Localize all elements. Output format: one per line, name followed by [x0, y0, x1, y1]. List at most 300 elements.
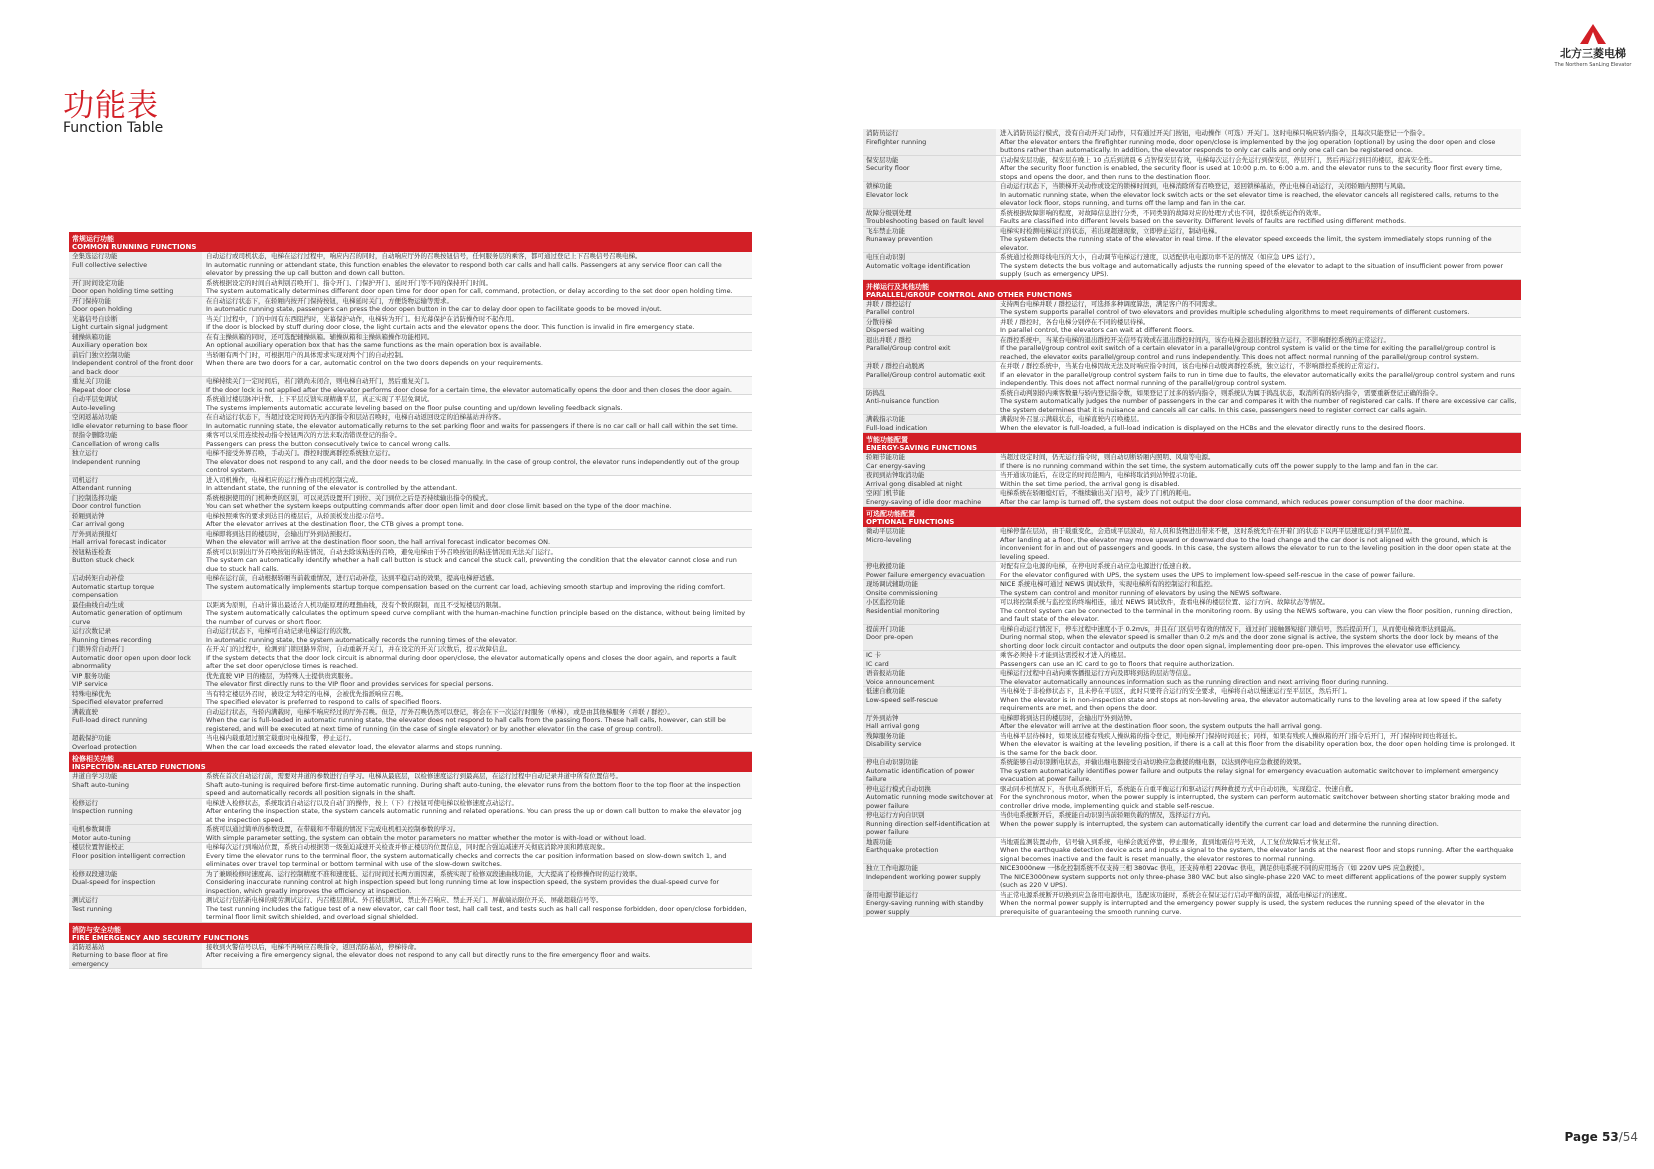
function-name-en: Residential monitoring — [866, 606, 940, 615]
function-desc-en: When there are two doors for a car, automatic control on the two doors depends on your requirements. — [206, 359, 543, 367]
function-desc-en: The system supports parallel control of two elevators and provides multiple scheduling algorithms to meet requirements of different customers. — [1000, 308, 1470, 316]
function-name — [69, 843, 202, 869]
function-name-en: Automatic identification of power failure — [866, 766, 975, 783]
function-name-cn: 防捣乱 — [866, 388, 886, 397]
function-desc-cn: NICE 系统电梯可通过 NEWS 调试软件，实现电梯所有的控制运行和监控。 — [1000, 580, 1217, 588]
function-name-en: Overload protection — [72, 742, 137, 751]
function-name-cn: 超载保护功能 — [72, 734, 111, 742]
function-name-cn: 停电救援功能 — [866, 562, 905, 570]
function-description — [202, 494, 752, 511]
function-name-en: VIP service — [72, 680, 108, 688]
function-name-en: Voice announcement — [866, 677, 935, 686]
function-name-en: Floor position intelligent correction — [72, 851, 186, 860]
function-description — [202, 548, 752, 574]
function-desc-en: Considering inaccurate running control at high inspection speed but long running time at low inspection speed, the system provides the dual-speed curve for inspection, which greatly improves the efficiency at inspection. — [206, 878, 720, 895]
function-name-cn: 小区监控功能 — [866, 598, 905, 606]
function-name-en: Troubleshooting based on fault level — [866, 217, 984, 225]
function-name — [69, 734, 202, 751]
function-name-cn: 按钮粘连检查 — [72, 547, 111, 556]
function-name-en: Light curtain signal judgment — [72, 323, 168, 331]
section-rows — [69, 772, 752, 923]
function-row — [863, 714, 1521, 732]
function-name-en: Test running — [72, 904, 112, 913]
function-desc-en: The system can automatically identify whether a hall call button is stuck and cancel the stuck call, preventing the condition that the elevator cannot close and run due to stuck hall calls. — [206, 556, 737, 573]
function-name-en: Hall arrival gong — [866, 722, 920, 730]
function-description — [202, 943, 752, 969]
function-name-cn: VIP 服务功能 — [72, 671, 111, 680]
function-desc-cn: 电梯按照乘客的要求到达目的楼层后，从轿顶板发出提示信号。 — [206, 511, 388, 520]
function-row — [69, 494, 752, 512]
function-desc-en: When the elevator is waiting at the leveling position, if there is a call at this floor from the disability operation box, the door open holding time is prolonged. It is the same for the back door. — [1000, 740, 1516, 757]
function-row — [863, 811, 1521, 838]
function-row — [69, 413, 752, 431]
function-desc-cn: 进入司机操作，电梯相应的运行操作由司机控制完成。 — [206, 475, 362, 484]
function-desc-en: When the elevator is in non-inspection state and stops at non-leveling area, the elevator automatically runs to the leveling area at low speed if the safety requirements are met, and then opens the door. — [1000, 695, 1502, 712]
function-desc-en: In automatic running state, passengers can press the door open button in the car to delay door open to facilitate goods to be moved in/out. — [206, 305, 662, 313]
function-desc-cn: 系统自动判别轿内乘客数量与轿内登记指令数，如果登记了过多的轿内指令，则系统认为属于捣乱状态，取消所有的轿内指令，需要重新登记正确的指令。 — [1000, 388, 1442, 397]
function-name — [863, 489, 996, 506]
function-row — [69, 476, 752, 494]
function-name-en: Attendant running — [72, 484, 132, 492]
function-description — [996, 389, 1521, 415]
function-desc-cn: 当超过设定时间，仍无运行指令时，则自动切断轿厢内照明、风扇等电源。 — [1000, 453, 1215, 461]
function-desc-en: The system automatically identifies power failure and outputs the relay signal for emergency evacuation automatic switchover to implement emergency evacuation at power failure. — [1000, 766, 1499, 783]
function-name-cn: 退出并联 / 群控 — [866, 335, 912, 344]
function-desc-en: If the door lock is not applied after the elevator performs door close for a certain time, the elevator automatically opens the door and then closes the door again. — [206, 385, 732, 394]
function-row — [863, 758, 1521, 785]
function-name — [863, 732, 996, 758]
function-row — [69, 449, 752, 476]
function-row — [863, 415, 1521, 433]
function-desc-cn: 对配有应急电源的电梯，在停电时系统自动应急电源进行低速自救。 — [1000, 562, 1195, 570]
section-rows — [69, 252, 752, 752]
function-name — [69, 315, 202, 332]
function-description — [202, 645, 752, 671]
brand-name-en: The Northern SanLing Elevator — [1554, 62, 1632, 68]
function-desc-en: The elevator does not respond to any call, and the door needs to be closed manually. In the case of group control, the elevator runs independently out of the group control system. — [206, 457, 740, 474]
function-desc-cn: 乘客可以采用连续按动指令按钮两次的方法来取消错误登记的指令。 — [206, 431, 401, 439]
section-rows — [863, 300, 1521, 434]
function-name — [69, 476, 202, 493]
function-desc-cn: 电梯即将到达目的楼层时，会输出厅外到站预报灯。 — [206, 529, 356, 538]
function-desc-en: Every time the elevator runs to the terminal floor, the system automatically checks and corrects the car position information based on slow-down switch 1, and eliminates over travel top terminal or bottom terminal with use of the slow-down switches. — [206, 851, 727, 868]
function-row — [863, 318, 1521, 336]
function-name-cn: 最佳曲线自动生成 — [72, 600, 124, 609]
function-desc-cn: 满载时外召显示满载状态，电梯直驶内召唤楼层。 — [1000, 415, 1143, 423]
function-desc-cn: 当电梯处于非检修状态下，且未停在平层区，此时只要符合运行的安全要求，电梯将自动以慢速运行至平层区，然后开门。 — [1000, 687, 1351, 695]
function-name-en: Auxiliary operation box — [72, 341, 148, 349]
function-name — [863, 562, 996, 579]
function-name-en: Door control function — [72, 502, 141, 510]
function-desc-cn: 电梯停靠在层站，由于载重变化，会造成平层波动，给人员和货物进出带来不便，这时系统允许在开着门的状态下以再平层速度运行到平层位置。 — [1000, 527, 1416, 535]
section-header — [863, 435, 1521, 453]
function-name-en: Dispersed waiting — [866, 326, 925, 334]
function-name — [863, 758, 996, 784]
section-title-cn: 检修相关功能 — [72, 755, 114, 763]
page-title-en: Function Table — [63, 120, 164, 136]
function-row — [69, 799, 752, 826]
function-desc-cn: 当有特定楼层外召时，被设定为特定的电梯，会被优先指派响应召唤。 — [206, 689, 408, 698]
function-row — [863, 489, 1521, 507]
section-header — [69, 925, 752, 943]
function-description — [202, 530, 752, 547]
function-description — [202, 601, 752, 627]
function-name-en: Low-speed self-rescue — [866, 695, 938, 704]
function-desc-cn: 系统可以识别出厅外召唤按钮的粘连情况，自动去除该粘连的召唤，避免电梯由于外召唤按钮的粘连情况而无法关门运行。 — [206, 547, 557, 556]
function-desc-cn: 当电梯平层待梯时，如果该层楼有残疾人操纵箱的指令登记，则电梯开门保持时间延长；同样，如果有残疾人操纵箱的开门指令后开门，开门保持时间也将延长。 — [1000, 731, 1462, 740]
function-description — [996, 758, 1521, 784]
function-desc-en: The system automatically judges the number of passengers in the car and compares it with the number of registered car calls. If there are excessive car calls, the system determines that it is nuisance and cancels all car calls. In this case, passengers need to register correct car calls again. — [1000, 397, 1517, 414]
function-name — [69, 601, 202, 627]
function-desc-cn: 电梯系统在轿厢熄灯后，不继续输出关门信号，减少了门机的耗电。 — [1000, 489, 1195, 497]
function-desc-en: The systems implements automatic accurate leveling based on the floor pulse counting and up/down leveling feedback signals. — [206, 403, 623, 412]
function-name-cn: 消防返基站 — [72, 942, 105, 951]
function-desc-en: If an elevator in the parallel/group control system fails to run in time due to faults, the elevator automatically exits the parallel/group control system and runs independently. This does not affect normal running of the parallel/group control system. — [1000, 370, 1515, 387]
function-section — [863, 507, 1521, 917]
left-function-column — [69, 232, 752, 969]
brand-name-cn: 北方三菱电梯 — [1560, 47, 1626, 60]
function-description — [996, 651, 1521, 668]
function-row — [69, 351, 752, 378]
function-name-en: Independent running — [72, 457, 141, 466]
function-name — [69, 494, 202, 511]
function-desc-cn: 系统根据故障影响的程度，对故障信息进行分类，不同类别的故障对应的处理方式也不同，提供系统运作的效率。 — [1000, 208, 1325, 217]
function-desc-cn: 并联 / 群控时，各台电梯分别停在不同的楼层待梯。 — [1000, 317, 1150, 326]
function-description — [202, 413, 752, 430]
function-row — [863, 687, 1521, 714]
function-name — [69, 413, 202, 430]
function-name — [69, 351, 202, 377]
function-desc-cn: 自动运行状态，当轿内满载时，电梯不响应经过的厅外召唤。但是，厅外召唤仍然可以登记，将会在下一次运行时服务（单梯），或是由其他梯服务（并联 / 群控）。 — [206, 707, 674, 716]
section-title-en: ENERGY-SAVING FUNCTIONS — [866, 444, 978, 452]
function-section — [863, 433, 1521, 507]
function-section — [69, 752, 752, 923]
function-description — [202, 476, 752, 493]
function-desc-cn: 系统通过楼层脉冲计数、上下平层反馈实现精确平层，真正实现了平层免调试。 — [206, 395, 434, 403]
function-description — [202, 896, 752, 922]
function-name-cn: 满载指示功能 — [866, 415, 905, 423]
function-name — [863, 156, 996, 182]
function-name — [863, 714, 996, 731]
function-name-cn: 前后门独立控制功能 — [72, 350, 131, 359]
function-name — [69, 690, 202, 707]
function-desc-en: When the earthquake detection device acts and inputs a signal to the system, the elevator lands at the nearest floor and stops running. After the earthquake signal becomes inactive and the fault is reset manually, the elevator restores to normal running. — [1000, 846, 1514, 863]
mountain-logo-icon — [1580, 24, 1606, 44]
function-name-cn: 低速自救功能 — [866, 687, 905, 695]
function-name-cn: 井道自学习功能 — [72, 772, 118, 780]
function-row — [863, 732, 1521, 759]
function-row — [69, 333, 752, 351]
function-name — [863, 318, 996, 335]
function-row — [69, 431, 752, 449]
function-desc-cn: 当电梯内载重超过额定载重时电梯报警，停止运行。 — [206, 734, 356, 742]
function-desc-en: The elevator automatically announces information such as the running direction and next arriving floor during running. — [1000, 677, 1389, 686]
function-name-cn: 厅外到站预报灯 — [72, 529, 118, 538]
function-description — [202, 708, 752, 734]
function-row — [69, 395, 752, 413]
function-section — [863, 280, 1521, 434]
function-name-en: Car arrival gong — [72, 520, 125, 528]
function-name-en: IC card — [866, 659, 889, 668]
function-name — [69, 252, 202, 278]
function-row — [69, 672, 752, 690]
function-name-cn: 并联 / 群控运行 — [866, 299, 912, 308]
function-row — [863, 156, 1521, 183]
function-name-cn: 微动平层功能 — [866, 527, 905, 535]
function-desc-en: When the elevator is full-loaded, a full-load indication is displayed on the HCBs and the elevator directly runs to the desired floors. — [1000, 423, 1426, 432]
function-name — [69, 530, 202, 547]
function-name-en: Door open holding time setting — [72, 287, 174, 295]
function-desc-cn: 当正常电源系统断开切换到应急备用电源供电，选配该功能时，系统会在保证运行启动平衡的前提，减低电梯运行的速度。 — [1000, 890, 1351, 899]
function-name-en: Running direction self-identification at power failure — [866, 819, 990, 836]
function-row — [69, 772, 752, 799]
function-row — [863, 527, 1521, 562]
function-name-en: Parallel/Group control automatic exit — [866, 370, 986, 379]
function-row — [69, 530, 752, 548]
function-name-en: Automatic voltage identification — [866, 261, 971, 270]
function-row — [863, 625, 1521, 652]
section-title-cn: 并梯运行及其他功能 — [866, 282, 929, 291]
function-name-cn: 光幕信号自诊断 — [72, 314, 118, 323]
function-desc-cn: 当地震监测装置动作，信号输入到系统，电梯会就近停靠，停止服务，直到地震信号无效，人工复位故障后才恢复正常。 — [1000, 837, 1345, 846]
function-desc-en: When the normal power supply is interrupted and the emergency power supply is used, the system reduces the running speed of the elevator in the prerequisite of guaranteeing the smooth running curve. — [1000, 899, 1485, 916]
function-name-en: Power failure emergency evacuation — [866, 570, 985, 579]
function-desc-en: You can set whether the system keeps outputting commands after door open limit and door close limit based on the type of the door machine. — [206, 502, 672, 510]
function-name — [863, 453, 996, 470]
function-name-en: Parallel control — [866, 308, 915, 316]
function-name — [863, 580, 996, 597]
function-name-cn: 满载直驶 — [72, 707, 98, 716]
function-desc-en: Within the set time period, the arrival gong is disabled. — [1000, 479, 1180, 488]
function-name — [863, 625, 996, 651]
function-desc-cn: 在有主操纵箱的同时，还可选配辅操纵箱。辅操纵箱和主操纵箱操作功能相同。 — [206, 332, 434, 341]
function-name — [863, 336, 996, 362]
function-name-cn: 提前开门功能 — [866, 624, 905, 633]
function-description — [996, 336, 1521, 362]
function-name-en: Motor auto-tuning — [72, 833, 131, 842]
function-name-cn: 锁梯功能 — [866, 182, 892, 190]
function-row — [863, 389, 1521, 416]
function-name-en: Runaway prevention — [866, 235, 933, 243]
function-row — [69, 843, 752, 870]
function-name-en: Parallel/Group control exit — [866, 344, 951, 352]
function-name-en: Automatic startup torque compensation — [72, 582, 155, 599]
function-description — [202, 734, 752, 751]
function-desc-en: In automatic running or attendant state, this function enables the elevator to respond both car calls and hall calls. Passengers at any service floor can call the elevator by pressing the up call button and down call button. — [206, 260, 722, 277]
function-name-cn: 夜间到站钟取消功能 — [866, 471, 925, 479]
function-desc-cn: 系统能够自动识别断电状态，并输出继电器接受自动切换应急救援的继电器，以达到停电应急救援的效果。 — [1000, 758, 1306, 766]
function-row — [863, 580, 1521, 598]
function-desc-en: After the security floor function is enabled, the security floor is used at 10:00 p.m. to 6:00 a.m. and the elevator runs to the security floor first every time, stops and opens the door, and then runs to the destination floor. — [1000, 164, 1503, 181]
section-title-en: OPTIONAL FUNCTIONS — [866, 518, 955, 526]
function-name — [69, 645, 202, 671]
function-name — [69, 825, 202, 842]
section-title-en: FIRE EMERGENCY AND SECURITY FUNCTIONS — [72, 933, 250, 942]
function-desc-cn: 当关门过程中，门的中间有东西阻挡时，光幕保护动作，电梯转为开门。但光幕保护在消防操作时不起作用。 — [206, 314, 518, 323]
function-description — [202, 627, 752, 644]
function-name-cn: 独立运行 — [72, 449, 98, 457]
section-header — [863, 282, 1521, 300]
function-name-en: Anti-nuisance function — [866, 397, 939, 405]
function-description — [996, 580, 1521, 597]
function-name — [863, 838, 996, 864]
function-name-cn: 运行次数记录 — [72, 627, 111, 635]
function-name-cn: 门控制选择功能 — [72, 493, 118, 502]
function-desc-cn: 接收到火警信号以后，电梯不再响应召唤指令，返回消防基站，停梯待命。 — [206, 942, 421, 951]
function-desc-en: During normal stop, when the elevator speed is smaller than 0.2 m/s and the door zone signal is active, the system shorts the door lock by means of the shorting door lock circuit contactor and outputs the door open signal, implementing door pre-open. This improves the elevator use efficiency. — [1000, 633, 1499, 650]
function-desc-en: In parallel control, the elevators can wait at different floors. — [1000, 326, 1194, 334]
section-header — [69, 234, 752, 252]
function-desc-cn: 为了兼顾检修时速度高、运行控制精度不准和速度低、运行时间过长两方面因素，系统实现了检修双段速曲线功能，大大提高了检修操作时的运行效率。 — [206, 869, 642, 878]
function-name — [863, 389, 996, 415]
section-rows — [863, 129, 1521, 280]
function-desc-en: After the elevator will arrive at the destination floor soon, the system outputs the hall arrival gong. — [1000, 722, 1323, 730]
function-name — [863, 785, 996, 811]
function-description — [202, 351, 752, 377]
function-name-cn: 特殊电梯优先 — [72, 689, 111, 698]
function-name — [863, 527, 996, 561]
function-name-en: Button stuck check — [72, 556, 135, 564]
function-section — [69, 923, 752, 970]
function-name-cn: 厅外到站钟 — [866, 713, 899, 722]
function-description — [996, 785, 1521, 811]
function-description — [996, 362, 1521, 388]
function-description — [202, 333, 752, 350]
function-description — [202, 395, 752, 412]
function-name — [69, 708, 202, 734]
function-desc-en: After receiving a fire emergency signal, the elevator does not respond to any call but directly runs to the fire emergency floor and waits. — [206, 951, 651, 959]
function-desc-cn: 电梯运行过程中自动向乘客播报运行方向及即将到达的层站等信息。 — [1000, 669, 1195, 677]
function-name-en: Hall arrival forecast indicator — [72, 538, 167, 546]
function-desc-en: After the elevator enters the firefighter running mode, door open/close is implemented by the jog operation (optional) by using the door open and close buttons rather than automatically. In addition, the elevator responds to only car calls and only one call can be registered once. — [1000, 137, 1496, 154]
function-row — [863, 651, 1521, 669]
function-description — [202, 297, 752, 314]
function-row — [863, 562, 1521, 580]
function-name-cn: 空闲门机节能 — [866, 489, 905, 497]
function-name-cn: 楼层位置智能校正 — [72, 843, 124, 851]
function-name-en: Returning to base floor at fire emergency — [72, 951, 168, 968]
section-title-en: INSPECTION-RELATED FUNCTIONS — [72, 763, 206, 771]
function-row — [69, 896, 752, 923]
function-description — [996, 453, 1521, 470]
function-row — [69, 708, 752, 735]
function-description — [996, 300, 1521, 317]
function-row — [863, 253, 1521, 280]
function-row — [863, 129, 1521, 156]
page-number — [1565, 1130, 1639, 1144]
function-desc-en: When the car load exceeds the rated elevator load, the elevator alarms and stops running. — [206, 742, 503, 751]
function-desc-en: If the door is blocked by stuff during door close, the light curtain acts and the elevator opens the door. This function is invalid in fire emergency state. — [206, 323, 695, 331]
function-name-en: Full collective selective — [72, 260, 148, 269]
function-desc-en: The specified elevator is preferred to respond to calls of specified floors. — [206, 698, 442, 706]
function-name-cn: 并联 / 群控自动脱离 — [866, 362, 925, 370]
function-name-cn: 自动平层免调试 — [72, 395, 118, 403]
function-row — [863, 336, 1521, 363]
function-description — [202, 431, 752, 448]
function-name-cn: 开门保持功能 — [72, 296, 111, 305]
section-title-cn: 消防与安全功能 — [72, 925, 121, 934]
function-description — [996, 687, 1521, 713]
function-row — [69, 252, 752, 279]
function-name — [863, 300, 996, 317]
right-function-column — [863, 129, 1521, 917]
function-desc-cn: 当开通该功能后，在设定的时间范围内，电梯将取消到站钟提示功能。 — [1000, 471, 1202, 479]
function-row — [863, 471, 1521, 489]
function-description — [996, 129, 1521, 155]
function-name-en: Door pre-open — [866, 633, 914, 641]
function-desc-cn: NICE3000new 一体化控制系统不仅支持三相 380Vac 供电，还支持单相 220Vac 供电，满足供电系统不同的应用场合（如 220V UPS 应急救援）。 — [1000, 864, 1429, 872]
function-row — [69, 377, 752, 395]
function-name — [69, 799, 202, 825]
page-total: /54 — [1618, 1130, 1638, 1144]
function-name-en: Independent control of the front door and back door — [72, 359, 194, 376]
function-description — [996, 156, 1521, 182]
function-description — [202, 449, 752, 475]
function-name-cn: 现场调试辅助功能 — [866, 580, 918, 588]
function-description — [996, 227, 1521, 253]
function-desc-cn: 在自动运行状态下，在轿厢内按开门保持按钮，电梯延时关门，方便货物运输等需求。 — [206, 296, 453, 305]
function-desc-en: Faults are classified into different levels based on the severity. Different levels of faults are rectified using different methods. — [1000, 217, 1407, 225]
function-description — [996, 209, 1521, 226]
function-name-cn: 备用电源节能运行 — [866, 890, 918, 899]
function-desc-en: When the car is full-loaded in automatic running state, the elevator does not respond to hall calls from the passing floors. These hall calls, however, can still be registered, and will be executed at next time of running (in the case of single elevator) or by another elevator (in the case of group control). — [206, 716, 726, 733]
function-name-en: Door open holding — [72, 305, 133, 313]
function-name — [69, 333, 202, 350]
function-desc-en: In automatic running state, when the elevator lock switch acts or the set elevator time is reached, the elevator cancels all registered calls, returns to the elevator lock floor, stops running, and turns off the lamp and fan in the car. — [1000, 190, 1499, 207]
function-description — [202, 279, 752, 296]
function-row — [863, 300, 1521, 318]
function-name-en: Shaft auto-tuning — [72, 780, 129, 789]
function-name — [69, 279, 202, 296]
function-desc-en: The system automatically implements startup torque compensation based on the current car load, achieving smooth startup and improving the riding comfort. — [206, 582, 726, 591]
function-name-cn: 保安层功能 — [866, 155, 899, 164]
function-desc-en: The NICE3000new system supports not only three-phase 380 VAC but also single-phase 220 VAC to meet different applications of the power supply system (such as 220 V UPS). — [1000, 872, 1507, 889]
function-desc-en: Passengers can press the button consecutively twice to cancel wrong calls. — [206, 439, 451, 448]
function-name — [863, 598, 996, 624]
function-description — [202, 825, 752, 842]
function-desc-cn: 可以将控制系统与监控室的终端相连，通过 NEWS 调试软件，查看电梯的楼层位置、运行方向、故障状态等情况。 — [1000, 598, 1330, 606]
function-name-cn: IC 卡 — [866, 651, 882, 659]
function-desc-en: The system detects the running state of the elevator in real time. If the elevator speed exceeds the limit, the system immediately stops running of the elevator. — [1000, 235, 1492, 252]
function-name-cn: 检修运行 — [72, 798, 98, 807]
function-name-en: Dual-speed for inspection — [72, 878, 156, 886]
function-desc-cn: 系统可以通过简单的参数设置，在带载和不带载的情况下完成电机相关控制参数的学习。 — [206, 825, 460, 833]
function-desc-en: The system detects the bus voltage and automatically adjusts the running speed of the elevator to adapt to the situation of insufficient power from power supply (such as emergency UPS). — [1000, 261, 1504, 278]
function-desc-en: After the elevator arrives at the destination floor, the CTB gives a prompt tone. — [206, 520, 464, 528]
function-name-cn: 停电运行模式自动切换 — [866, 784, 931, 793]
function-desc-cn: 电梯每次运行到端站位置，系统自动根据第一级强迫减速开关检查并修正楼层的位置信息，同时配合强迫减速开关彻底消除冲顶和蹲底现象。 — [206, 843, 609, 851]
function-name-en: Full-load direct running — [72, 716, 148, 724]
function-name — [863, 864, 996, 890]
function-name-en: Auto-leveling — [72, 403, 116, 412]
function-desc-en: The control system can be connected to the terminal in the monitoring room. By using the NEWS software, you can view the floor position, running direction, and fault state of the elevator. — [1000, 606, 1513, 623]
function-desc-en: If the system detects that the door lock circuit is abnormal during door open/close, the elevator automatically opens and closes the door again, and reports a fault after the set door open/close times is reached. — [206, 653, 737, 670]
function-name — [863, 687, 996, 713]
function-name-en: Disability service — [866, 740, 922, 748]
function-name-cn: 司机运行 — [72, 475, 98, 484]
function-description — [996, 714, 1521, 731]
function-name — [69, 943, 202, 969]
function-name-cn: 测试运行 — [72, 896, 98, 904]
brand-logo — [1548, 24, 1638, 68]
function-description — [202, 377, 752, 394]
function-name-cn: 残障服务功能 — [866, 731, 905, 740]
function-name-cn: 重复关门功能 — [72, 377, 111, 385]
function-name — [863, 209, 996, 226]
function-desc-cn: 在开关门的过程中，检测到门锁回路异常时，自动重新开关门，并在设定的开关门次数后，提示故障信息。 — [206, 645, 512, 653]
function-name — [863, 362, 996, 388]
function-name-cn: 门锁异常自动开门 — [72, 645, 124, 653]
